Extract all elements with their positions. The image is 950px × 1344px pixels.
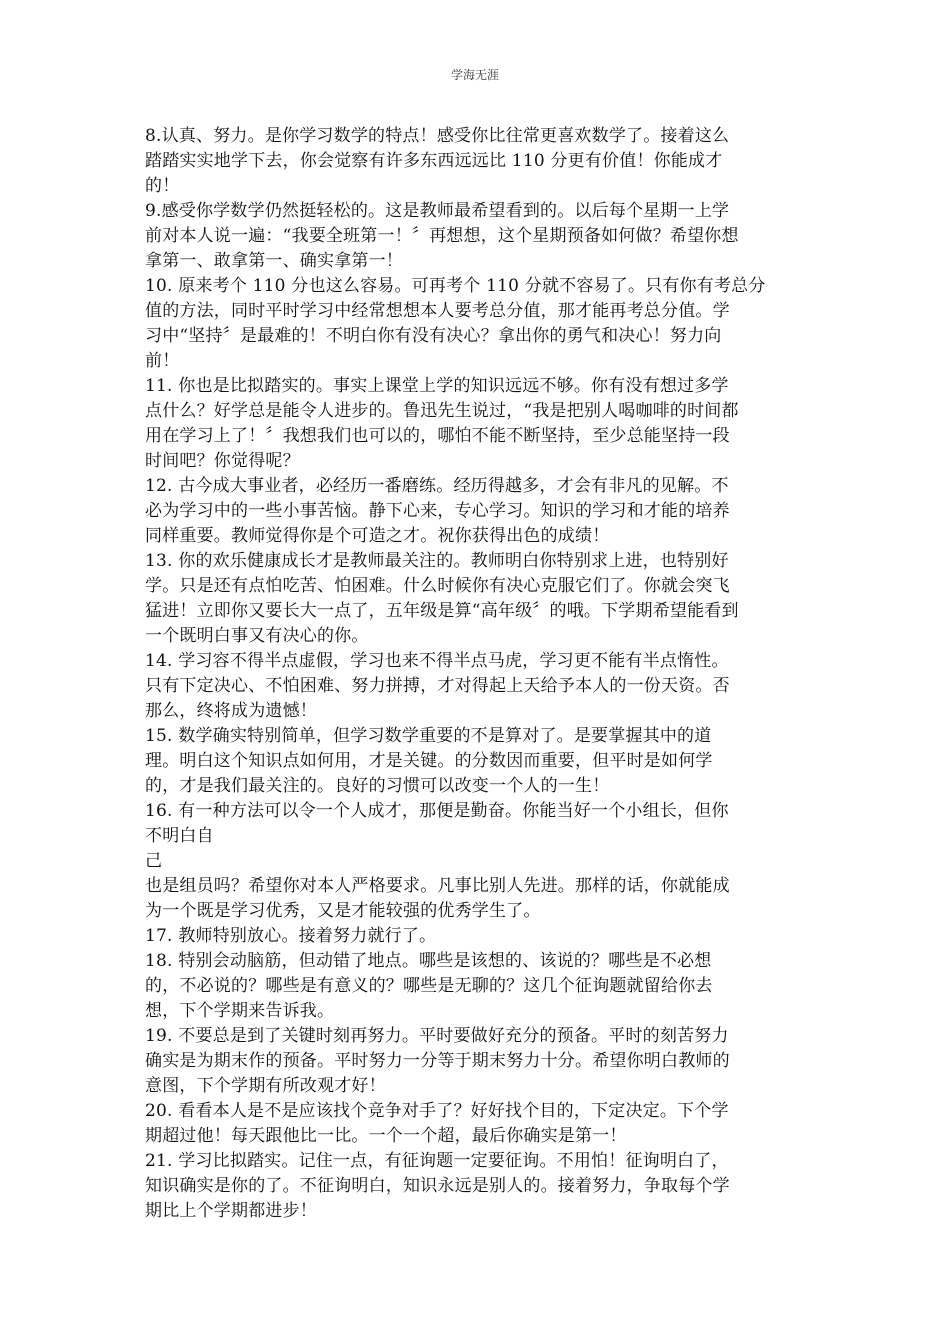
document-body: [145, 124, 810, 1224]
text-line: 必为学习中的一些小事苦恼。静下心来，专心学习。知识的学习和才能的培养: [145, 501, 730, 521]
text-line: 点什么？好学总是能令人进步的。鲁迅先生说过，“我是把别人喝咖啡的时间都: [145, 401, 739, 421]
text-line: 同样重要。教师觉得你是个可造之才。祝你获得出色的成绩！: [145, 526, 610, 546]
text-line: 的，不必说的？哪些是有意义的？哪些是无聊的？这几个征询题就留给你去: [145, 976, 713, 996]
text-line: 学。只是还有点怕吃苦、怕困难。什么时候你有决心克服它们了。你就会突飞: [145, 576, 730, 596]
text-line: 15. 数学确实特别简单，但学习数学重要的不是算对了。是要掌握其中的道: [145, 726, 712, 746]
text-line: 值的方法，同时平时学习中经常想想本人要考总分值，那才能再考总分值。学: [145, 301, 730, 321]
text-line: 只有下定决心、不怕困难、努力拼搏，才对得起上天给予本人的一份天资。否: [145, 676, 730, 696]
text-line: 16. 有一种方法可以令一个人成才，那便是勤奋。你能当好一个小组长，但你: [145, 801, 729, 821]
text-line: 前！: [145, 351, 180, 371]
text-line: 10. 原来考个 110 分也这么容易。可再考个 110 分就不容易了。只有你有考总分: [145, 276, 766, 296]
text-line: 19. 不要总是到了关键时刻再努力。平时要做好充分的预备。平时的刻苦努力: [145, 1026, 729, 1046]
text-line: 21. 学习比拟踏实。记住一点，有征询题一定要征询。不用怕！征询明白了，: [145, 1151, 729, 1171]
text-line: 确实是为期末作的预备。平时努力一分等于期末努力十分。希望你明白教师的: [145, 1051, 730, 1071]
page-header: 学海无涯: [450, 68, 499, 82]
text-line: 13. 你的欢乐健康成长才是教师最关注的。教师明白你特别求上进，也特别好: [145, 551, 729, 571]
text-line: 时间吧？你觉得呢？: [145, 451, 300, 471]
text-line: 期超过他！每天跟他比一比。一个一个超，最后你确实是第一！: [145, 1126, 627, 1146]
text-line: 知识确实是你的了。不征询明白，知识永远是别人的。接着努力，争取每个学: [145, 1176, 730, 1196]
text-line: 12. 古今成大事业者，必经历一番磨练。经历得越多，才会有非凡的见解。不: [145, 476, 729, 496]
text-line: 的！: [145, 176, 180, 196]
text-line: 理。明白这个知识点如何用，才是关键。的分数因而重要，但平时是如何学: [145, 751, 713, 771]
text-line: 想，下个学期来告诉我。: [145, 1001, 335, 1021]
text-line: 一个既明白事又有决心的你。: [145, 626, 369, 646]
text-line: 不明白自: [145, 826, 214, 846]
text-line: 猛进！立即你又要长大一点了，五年级是算“高年级〞的哦。下学期希望能看到: [145, 601, 739, 621]
text-line: 18. 特别会动脑筋，但动错了地点。哪些是该想的、该说的？哪些是不必想: [145, 951, 712, 971]
text-line: 己: [145, 851, 163, 871]
text-line: 14. 学习容不得半点虚假，学习也来不得半点马虎，学习更不能有半点惰性。: [145, 651, 729, 671]
text-line: 拿第一、敢拿第一、确实拿第一！: [145, 251, 403, 271]
text-line: 前对本人说一遍：“我要全班第一！〞再想想，这个星期预备如何做？希望你想: [145, 226, 739, 246]
text-line: 期比上个学期都进步！: [145, 1201, 317, 1221]
text-line: 20. 看看本人是不是应该找个竞争对手了？好好找个目的，下定决定。下个学: [145, 1101, 729, 1121]
text-line: 11. 你也是比拟踏实的。事实上课堂上学的知识远远不够。你有没有想过多学: [145, 376, 729, 396]
text-line: 的，才是我们最关注的。良好的习惯可以改变一个人的一生！: [145, 776, 610, 796]
text-line: 踏踏实实地学下去，你会觉察有许多东西远远比 110 分更有价值！你能成才: [145, 151, 723, 171]
text-line: 习中“坚持〞是最难的！不明白你有没有决心？拿出你的勇气和决心！努力向: [145, 326, 722, 346]
text-line: 也是组员吗？希望你对本人严格要求。凡事比别人先进。那样的话，你就能成: [145, 876, 730, 896]
text-line: 为一个既是学习优秀，又是才能较强的优秀学生了。: [145, 901, 541, 921]
text-line: 那么，终将成为遗憾！: [145, 701, 317, 721]
text-line: 意图，下个学期有所改观才好！: [145, 1076, 386, 1096]
text-line: 17. 教师特别放心。接着努力就行了。: [145, 926, 437, 946]
text-line: 用在学习上了！〞我想我们也可以的，哪怕不能不断坚持，至少总能坚持一段: [145, 426, 730, 446]
text-line: 9.感受你学数学仍然挺轻松的。这是教师最希望看到的。以后每个星期一上学: [145, 201, 730, 221]
text-line: 8.认真、努力。是你学习数学的特点！感受你比往常更喜欢数学了。接着这么: [145, 126, 730, 146]
